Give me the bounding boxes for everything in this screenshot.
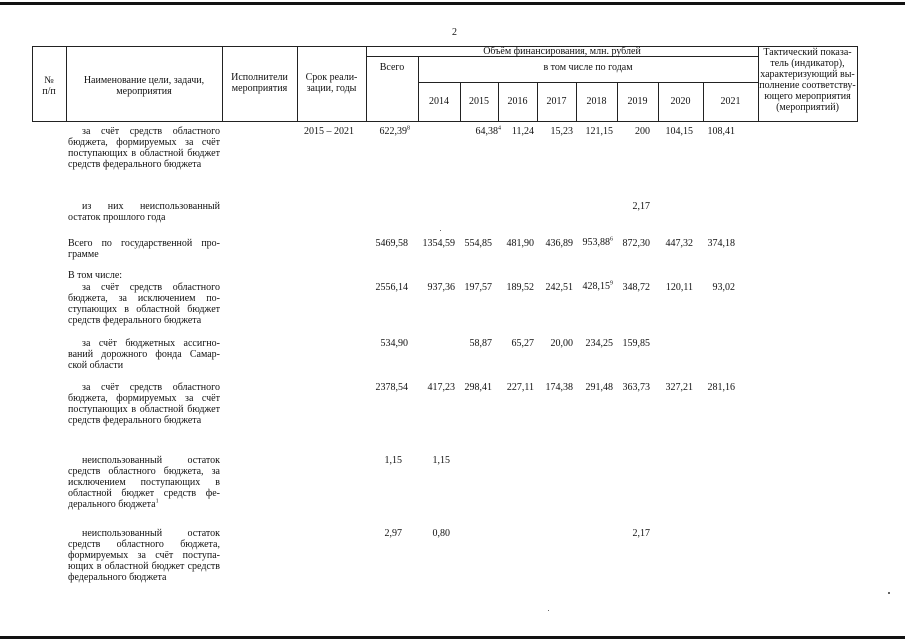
row-name: за счёт средств областного бюджета, за исключением по-ступающих в областной бюджет средств федерального бюджета [68,282,220,326]
row-2020: 447,32 [665,238,693,249]
row-name: из них неиспользованный остаток прошлого года [68,201,220,223]
row-2018: 234,25 [585,338,613,349]
row-total: 534,90 [380,338,408,349]
row-2018: 121,15 [585,126,613,137]
row-2016: 65,27 [511,338,534,349]
footnote-mark: 1 [155,498,159,505]
grid-line [857,46,858,121]
header-year: 2017 [546,96,567,107]
row-2016: 481,90 [506,238,534,249]
row-total: 2,97 [384,528,402,539]
value: 622,39 [379,126,407,137]
row-2020: 327,21 [665,382,693,393]
row-2015: 197,57 [464,282,492,293]
text: неиспользованный остаток средств областного бюджета, за исключением поступающих в областной бюджет средств фе-дерального бюджета [68,455,220,510]
row-2014: 1,15 [432,455,450,466]
years-rule [418,82,758,83]
row-2016: 11,24 [511,126,534,137]
row-name: неиспользованный остаток средств областного бюджета, формируемых за счёт поступа-ющих в областной бюджет средств федерального бюджета [68,528,220,583]
value: 953,88 [582,237,610,248]
value: 428,15 [582,281,610,292]
row-2016: 189,52 [506,282,534,293]
row-2014: 0,80 [432,528,450,539]
header-year: 2016 [507,96,528,107]
including-label: В том числе: [68,270,123,281]
row-2020: 120,11 [665,282,693,293]
scan-speck [888,592,890,594]
row-term: 2015 – 2021 [304,126,354,137]
row-2019: 2,17 [632,528,650,539]
header-name: Наименование цели, задачи, мероприятия [83,75,205,97]
row-2020: 104,15 [665,126,693,137]
row-2015: 58,87 [469,338,492,349]
grid-line [366,46,367,121]
row-2021: 281,16 [707,382,735,393]
row-name: за счёт средств областного бюджета, формируемых за счёт поступающих в областной бюджет средств федерального бюджета [68,382,220,426]
row-2015: 298,41 [464,382,492,393]
row-total: 2556,14 [375,282,408,293]
header-no: № п/п [42,75,56,97]
row-2019: 348,72 [622,282,650,293]
row-2014: 937,36 [427,282,455,293]
row-total: 1,15 [384,455,402,466]
header-year: 2021 [720,96,741,107]
row-2017: 436,89 [545,238,573,249]
row-2017: 242,51 [545,282,573,293]
scan-speck [440,230,441,231]
row-2016: 227,11 [506,382,534,393]
row-2019: 200 [635,126,650,137]
header-year: 2015 [469,96,489,107]
header-by-years: в том числе по годам [543,62,633,73]
value: 64,38 [475,126,498,137]
row-2021: 93,02 [712,282,735,293]
row-2017: 174,38 [545,382,573,393]
row-name [68,455,220,510]
row-2021: 108,41 [707,126,735,137]
top-border [0,2,905,5]
footnote-mark: 8 [407,125,410,132]
row-2017: 20,00 [550,338,573,349]
header-year: 2014 [429,96,449,107]
row-total: 5469,58 [375,238,408,249]
row-2021: 374,18 [707,238,735,249]
row-2018: 291,48 [585,382,613,393]
page-number: 2 [452,27,457,38]
header-indicator: Тактический показа- тель (индикатор), характеризующий вы- полнение соответству- ющего мероприятия (мероприятий) [759,47,856,113]
row-total [360,126,410,137]
header-year: 2018 [586,96,607,107]
footnote-mark: 6 [610,236,613,243]
row-2015: 554,85 [464,238,492,249]
header-year: 2019 [627,96,648,107]
row-2019: 363,73 [622,382,650,393]
footnote-mark: 9 [610,280,613,287]
row-total: 2378,54 [375,382,408,393]
row-2014: 1354,59 [422,238,455,249]
header-year: 2020 [670,96,691,107]
scan-speck [548,610,549,611]
row-2014: 417,23 [427,382,455,393]
header-executors: Исполнители мероприятия [231,72,288,94]
row-2019: 872,30 [622,238,650,249]
header-total: Всего [379,62,405,73]
row-name: за счёт средств областного бюджета, формируемых за счёт поступающих в областной бюджет средств федерального бюджета [68,126,220,170]
row-2017: 15,23 [550,126,573,137]
header-bottom-rule [32,121,858,122]
row-2019: 2,17 [632,201,650,212]
footnote-mark: 4 [498,125,501,132]
row-name: Всего по государственной про-грамме [68,238,220,260]
row-name: за счёт бюджетных ассигно-ваний дорожного фонда Самар-ской области [68,338,220,371]
bottom-border [0,636,905,639]
header-term: Срок реали- зации, годы [305,72,358,94]
row-2019: 159,85 [622,338,650,349]
header-funding: Объём финансирования, млн. рублей [483,46,641,57]
